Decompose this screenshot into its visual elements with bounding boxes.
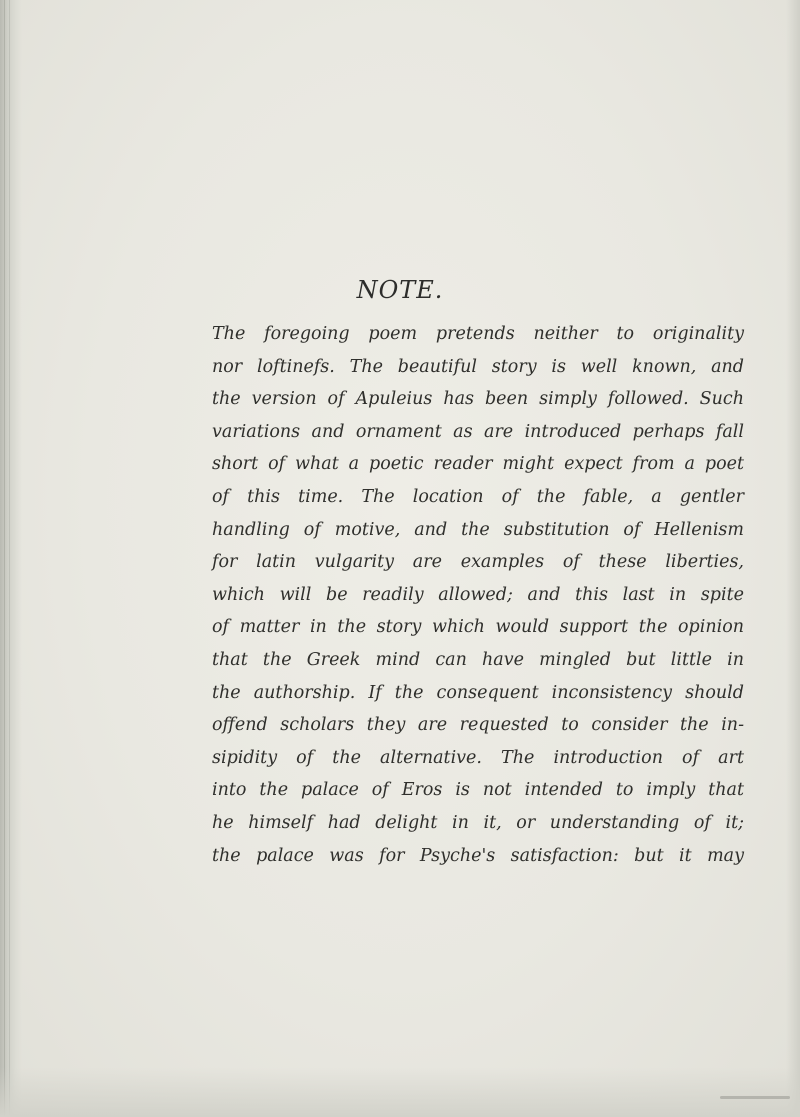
text-line: the version of Apuleius has been simply followed. Such [212,389,744,410]
text-line: into the palace of Eros is not intended to imply that [212,780,744,801]
page-heading: NOTE. [356,276,444,304]
text-line: he himself had delight in it, or understanding of it; [212,812,744,833]
text-line: which will be readily allowed; and this last in spite [212,584,744,605]
text-line: of matter in the story which would support the opinion [212,617,744,638]
text-line: offend scholars they are requested to consider the in- [212,715,744,736]
text-line: of this time. The location of the fable, a gentler [212,486,744,507]
page-stain-mark [720,1096,790,1099]
text-line: The foregoing poem pretends neither to originality [212,324,744,344]
text-line: for latin vulgarity are examples of these liberties, [212,552,744,573]
text-line: short of what a poetic reader might expect from a poet [212,454,744,475]
note-paragraph [212,318,744,872]
text-line: the authorship. If the consequent inconsistency should [212,682,744,703]
page-right-edge [786,0,800,1117]
text-line: that the Greek mind can have mingled but little in [212,649,744,670]
text-line: nor loftinefs. The beautiful story is well known, and [212,356,744,377]
text-line: handling of motive, and the substitution of Hellenism [212,519,744,540]
text-line: the palace was for Psyche's satisfaction: but it may [212,845,744,866]
text-line: variations and ornament as are introduced perhaps fall [212,421,744,442]
page-bottom-edge [0,1067,800,1117]
gutter-line [9,0,10,1117]
gutter-line [4,0,5,1117]
text-line: sipidity of the alternative. The introduction of art [212,747,744,768]
